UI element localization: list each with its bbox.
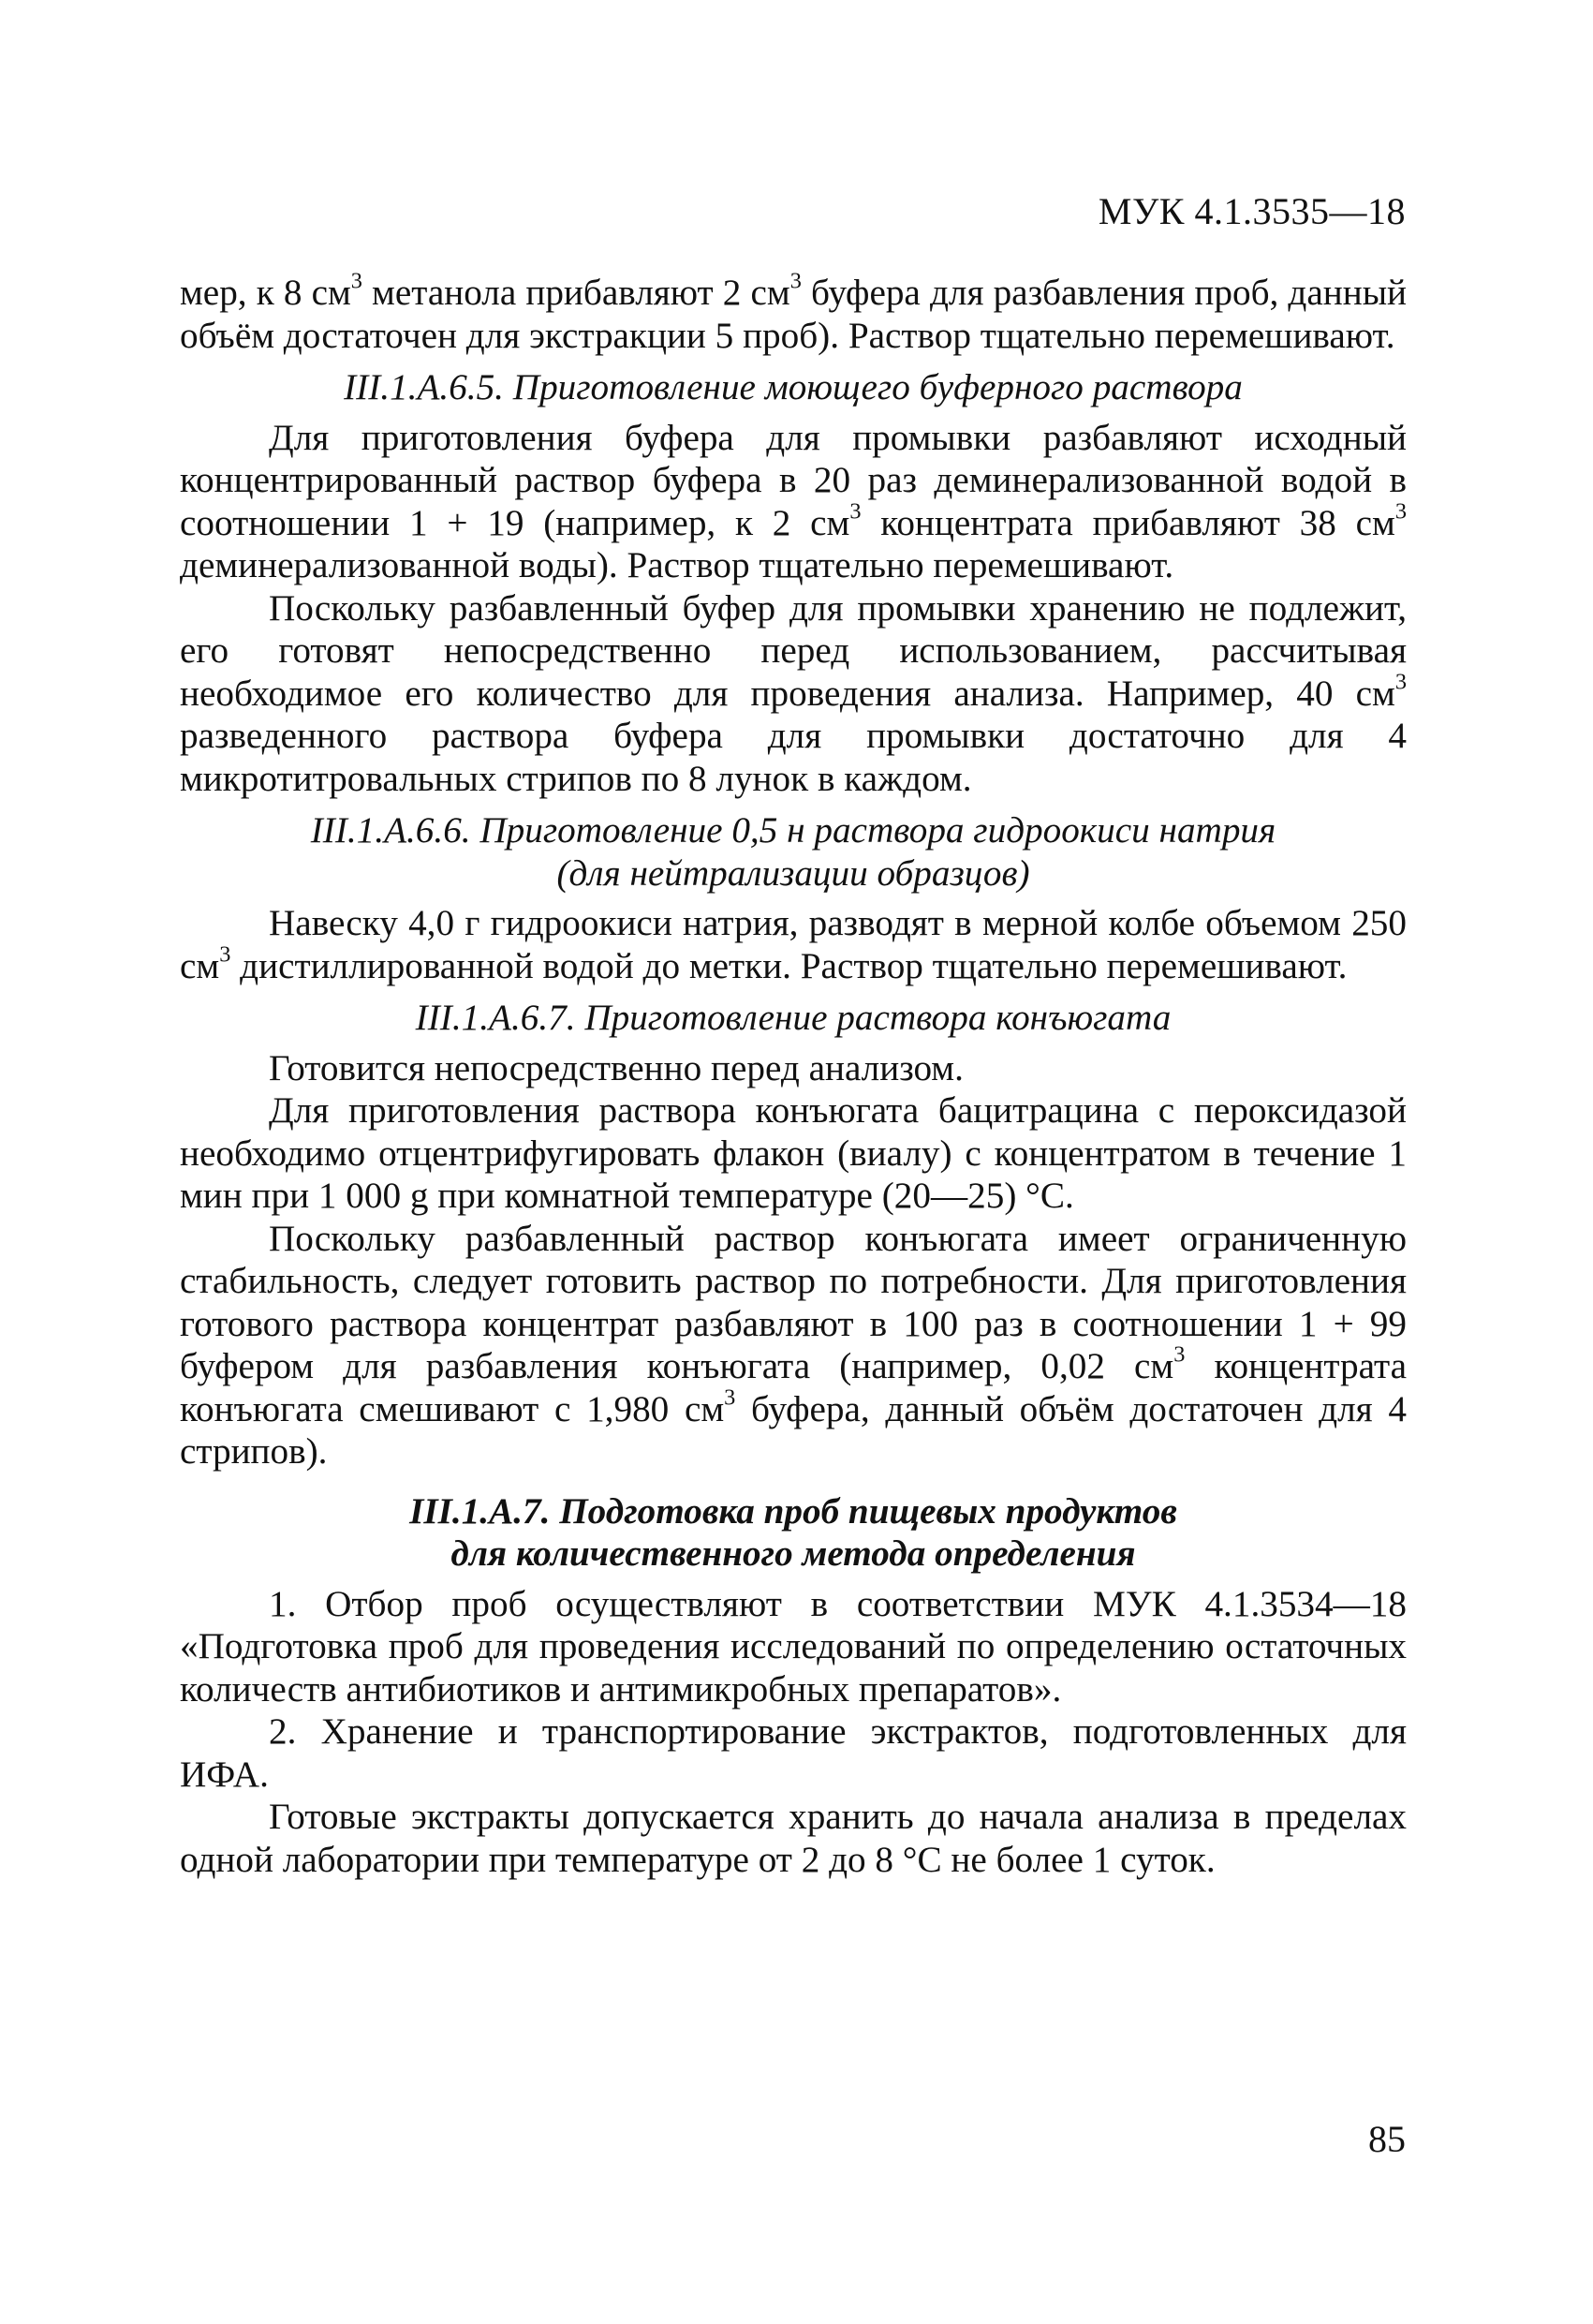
page-number: 85 [1368, 2118, 1406, 2160]
paragraph-conjugate-dilution: Поскольку разбавленный раствор конъюгата имеет ограниченную стабильность, следует готовить раствор по потребности. Для приготовления готового раствора концентрат разбавляют в 100 раз в соотношении 1 + 99 буфером для разбавления конъюгата (например, 0,02 $см^3$ концентрата конъюгата смешивают с 1,980 $см^3$ буфера, данный объём достаточен для 4 стрипов). [180, 1218, 1407, 1472]
paragraph-storage-transport: 2. Хранение и транспортирование экстрактов, подготовленных для ИФА. [180, 1711, 1407, 1795]
paragraph-conjugate-ready: Готовится непосредственно перед анализом. [269, 1047, 964, 1088]
section-heading-washing-buffer: III.1.А.6.5. Приготовление моющего буферного раствора [344, 367, 1243, 407]
document-id-header: МУК 4.1.3535—18 [1098, 190, 1406, 232]
section-heading-conjugate: III.1.А.6.7. Приготовление раствора конъюгата [415, 998, 1172, 1038]
section-heading-sample-preparation: III.1.А.7. Подготовка проб пищевых продуктов для количественного метода определения [409, 1490, 1177, 1574]
paragraph-extract-storage: Готовые экстракты допускается хранить до начала анализа в пределах одной лаборатории при температуре от 2 до 8 °С не более 1 суток. [180, 1797, 1407, 1880]
paragraph-conjugate-centrifuge: Для приготовления раствора конъюгата бацитрацина с пероксидазой необходимо отцентрифугировать флакон (виалу) с концентратом в течение 1 мин при 1 000 g при комнатной температуре (20—25) °С. [180, 1090, 1407, 1216]
document-body [180, 268, 1407, 1881]
paragraph-methanol-buffer: мер, к 8 $см^3$ метанола прибавляют 2 $см^3$ буфера для разбавления проб, данный объём достаточен для экстракции 5 проб). Раствор тщательно перемешивают. [180, 268, 1407, 356]
paragraph-washing-buffer-prep: Для приготовления буфера для промывки разбавляют исходный концентрированный раствор буфера в 20 раз деминерализованной водой в соотношении 1 + 19 (например, к 2 $см^3$ концентрата прибавляют 38 $см^3$ деминерализованной воды). Раствор тщательно перемешивают. [180, 417, 1407, 585]
section-heading-sodium-hydroxide: III.1.А.6.6. Приготовление 0,5 н раствора гидроокиси натрия (для нейтрализации образцов) [310, 810, 1276, 894]
paragraph-sodium-hydroxide-prep: Навеску 4,0 г гидроокиси натрия, разводят в мерной колбе объемом 250 $см^3$ дистиллированной водой до метки. Раствор тщательно перемешивают. [180, 903, 1407, 986]
paragraph-washing-buffer-storage: Поскольку разбавленный буфер для промывки хранению не подлежит, его готовят непосредственно перед использованием, рассчитывая необходимое его количество для проведения анализа. Например, 40 $см^3$ разведенного раствора буфера для промывки достаточно для 4 микротитровальных стрипов по 8 лунок в каждом. [180, 587, 1407, 799]
paragraph-sampling: 1. Отбор проб осуществляют в соответствии МУК 4.1.3534—18 «Подготовка проб для проведения исследований по определению остаточных количеств антибиотиков и антимикробных препаратов». [180, 1583, 1407, 1710]
